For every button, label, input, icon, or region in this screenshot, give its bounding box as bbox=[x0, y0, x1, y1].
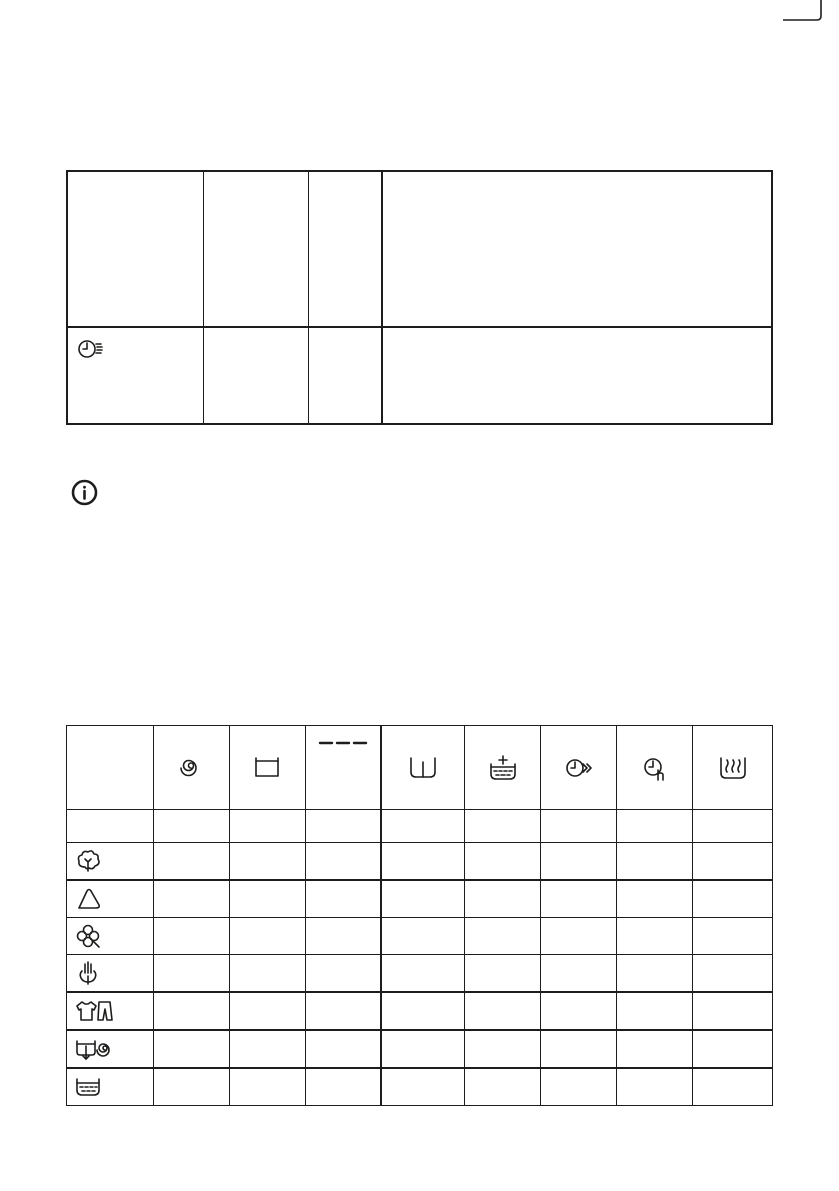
table-cell bbox=[617, 918, 693, 955]
header-cell-time-save bbox=[541, 726, 617, 810]
table-cell bbox=[382, 327, 772, 424]
table-cell bbox=[229, 880, 305, 918]
table-cell bbox=[381, 992, 465, 1030]
table-cell bbox=[617, 810, 693, 843]
table-row-synthetics bbox=[67, 880, 773, 918]
table-cell bbox=[465, 880, 541, 918]
table-cell bbox=[381, 918, 465, 955]
table-cell bbox=[305, 843, 381, 881]
table-cell bbox=[465, 810, 541, 843]
table-header-row bbox=[67, 726, 773, 810]
table-cell bbox=[541, 918, 617, 955]
table-cell bbox=[617, 992, 693, 1030]
table-cell bbox=[465, 918, 541, 955]
extra-rinse-icon bbox=[486, 754, 520, 782]
table-cell bbox=[541, 843, 617, 881]
table-row bbox=[67, 171, 772, 327]
header-cell-extra-rinse bbox=[465, 726, 541, 810]
mixed-clothes-icon bbox=[74, 998, 114, 1024]
table-cell bbox=[229, 955, 305, 993]
table-cell bbox=[465, 843, 541, 881]
table-cell bbox=[305, 992, 381, 1030]
table-cell bbox=[465, 992, 541, 1030]
table-cell bbox=[541, 880, 617, 918]
table-row-mixed bbox=[67, 992, 773, 1030]
wool-icon bbox=[74, 960, 114, 986]
table-row bbox=[67, 810, 773, 843]
table-cell bbox=[204, 327, 309, 424]
row-label-cell bbox=[67, 992, 154, 1030]
table-cell bbox=[381, 810, 465, 843]
table-row-wool bbox=[67, 955, 773, 993]
table-row-drain-spin bbox=[67, 1030, 773, 1068]
table-cell bbox=[617, 955, 693, 993]
table-cell bbox=[67, 810, 154, 843]
header-cell-delay bbox=[617, 726, 693, 810]
header-cell bbox=[67, 726, 154, 810]
delicates-icon bbox=[74, 923, 114, 949]
rinse-icon bbox=[74, 1074, 114, 1100]
table-cell bbox=[693, 810, 773, 843]
table-cell bbox=[153, 955, 229, 993]
table-row-cotton bbox=[67, 843, 773, 881]
table-cell bbox=[305, 955, 381, 993]
table-cell bbox=[305, 880, 381, 918]
table-cell bbox=[204, 171, 309, 327]
row-label-cell bbox=[67, 1068, 154, 1106]
table-cell bbox=[153, 992, 229, 1030]
table-cell bbox=[229, 992, 305, 1030]
table-cell bbox=[308, 327, 382, 424]
table-cell bbox=[381, 843, 465, 881]
table-cell bbox=[693, 1068, 773, 1106]
table-cell bbox=[541, 1068, 617, 1106]
header-cell-basin bbox=[381, 726, 465, 810]
row-label-cell bbox=[67, 843, 154, 881]
steam-icon bbox=[716, 754, 750, 782]
table-cell bbox=[153, 880, 229, 918]
table-cell bbox=[617, 880, 693, 918]
table-cell bbox=[153, 1068, 229, 1106]
table-row-delicates bbox=[67, 918, 773, 955]
table-cell bbox=[381, 1030, 465, 1068]
program-table bbox=[66, 170, 773, 425]
tub-icon bbox=[250, 754, 284, 782]
table-cell bbox=[381, 955, 465, 993]
time-save-icon bbox=[562, 754, 596, 782]
row-label-cell bbox=[67, 955, 154, 993]
table-cell bbox=[67, 327, 204, 424]
table-cell bbox=[305, 810, 381, 843]
table-row bbox=[67, 327, 772, 424]
table-cell bbox=[693, 1030, 773, 1068]
dashes-icon bbox=[318, 738, 368, 748]
table-row-rinse bbox=[67, 1068, 773, 1106]
spin-icon bbox=[174, 754, 208, 782]
table-cell bbox=[465, 955, 541, 993]
row-label-cell bbox=[67, 1030, 154, 1068]
table-cell bbox=[693, 992, 773, 1030]
table-cell bbox=[465, 1068, 541, 1106]
table-cell bbox=[617, 1030, 693, 1068]
table-cell bbox=[381, 1068, 465, 1106]
table-cell bbox=[67, 171, 204, 327]
table-cell bbox=[308, 171, 382, 327]
clock-fast-icon bbox=[77, 338, 103, 360]
option-table bbox=[66, 725, 773, 1106]
table-cell bbox=[153, 918, 229, 955]
table-cell bbox=[541, 1030, 617, 1068]
table-cell bbox=[541, 810, 617, 843]
basin-rinse-icon bbox=[406, 754, 440, 782]
drain-spin-icon bbox=[74, 1036, 114, 1062]
delay-start-icon bbox=[638, 754, 672, 782]
info-icon bbox=[71, 479, 98, 506]
table-cell bbox=[541, 955, 617, 993]
header-cell-tub bbox=[229, 726, 305, 810]
cotton-icon bbox=[74, 848, 114, 874]
table-cell bbox=[617, 1068, 693, 1106]
table-cell bbox=[693, 880, 773, 918]
table-cell bbox=[382, 171, 772, 327]
header-cell-steam bbox=[693, 726, 773, 810]
table-cell bbox=[153, 810, 229, 843]
table-cell bbox=[229, 810, 305, 843]
table-cell bbox=[693, 955, 773, 993]
table-cell bbox=[229, 843, 305, 881]
table-cell bbox=[617, 843, 693, 881]
table-cell bbox=[305, 1068, 381, 1106]
table-cell bbox=[153, 843, 229, 881]
table-cell bbox=[693, 918, 773, 955]
page-corner-mark-icon bbox=[783, 0, 839, 40]
header-cell-spin bbox=[153, 726, 229, 810]
table-cell bbox=[153, 1030, 229, 1068]
table-cell bbox=[693, 843, 773, 881]
table-cell bbox=[541, 992, 617, 1030]
row-label-cell bbox=[67, 918, 154, 955]
table-cell bbox=[465, 1030, 541, 1068]
table-cell bbox=[229, 1030, 305, 1068]
table-cell bbox=[381, 880, 465, 918]
table-cell bbox=[305, 1030, 381, 1068]
table-cell bbox=[229, 918, 305, 955]
table-cell bbox=[305, 918, 381, 955]
header-cell-dashes bbox=[305, 726, 381, 810]
row-label-cell bbox=[67, 880, 154, 918]
table-cell bbox=[229, 1068, 305, 1106]
synthetics-icon bbox=[74, 886, 114, 912]
